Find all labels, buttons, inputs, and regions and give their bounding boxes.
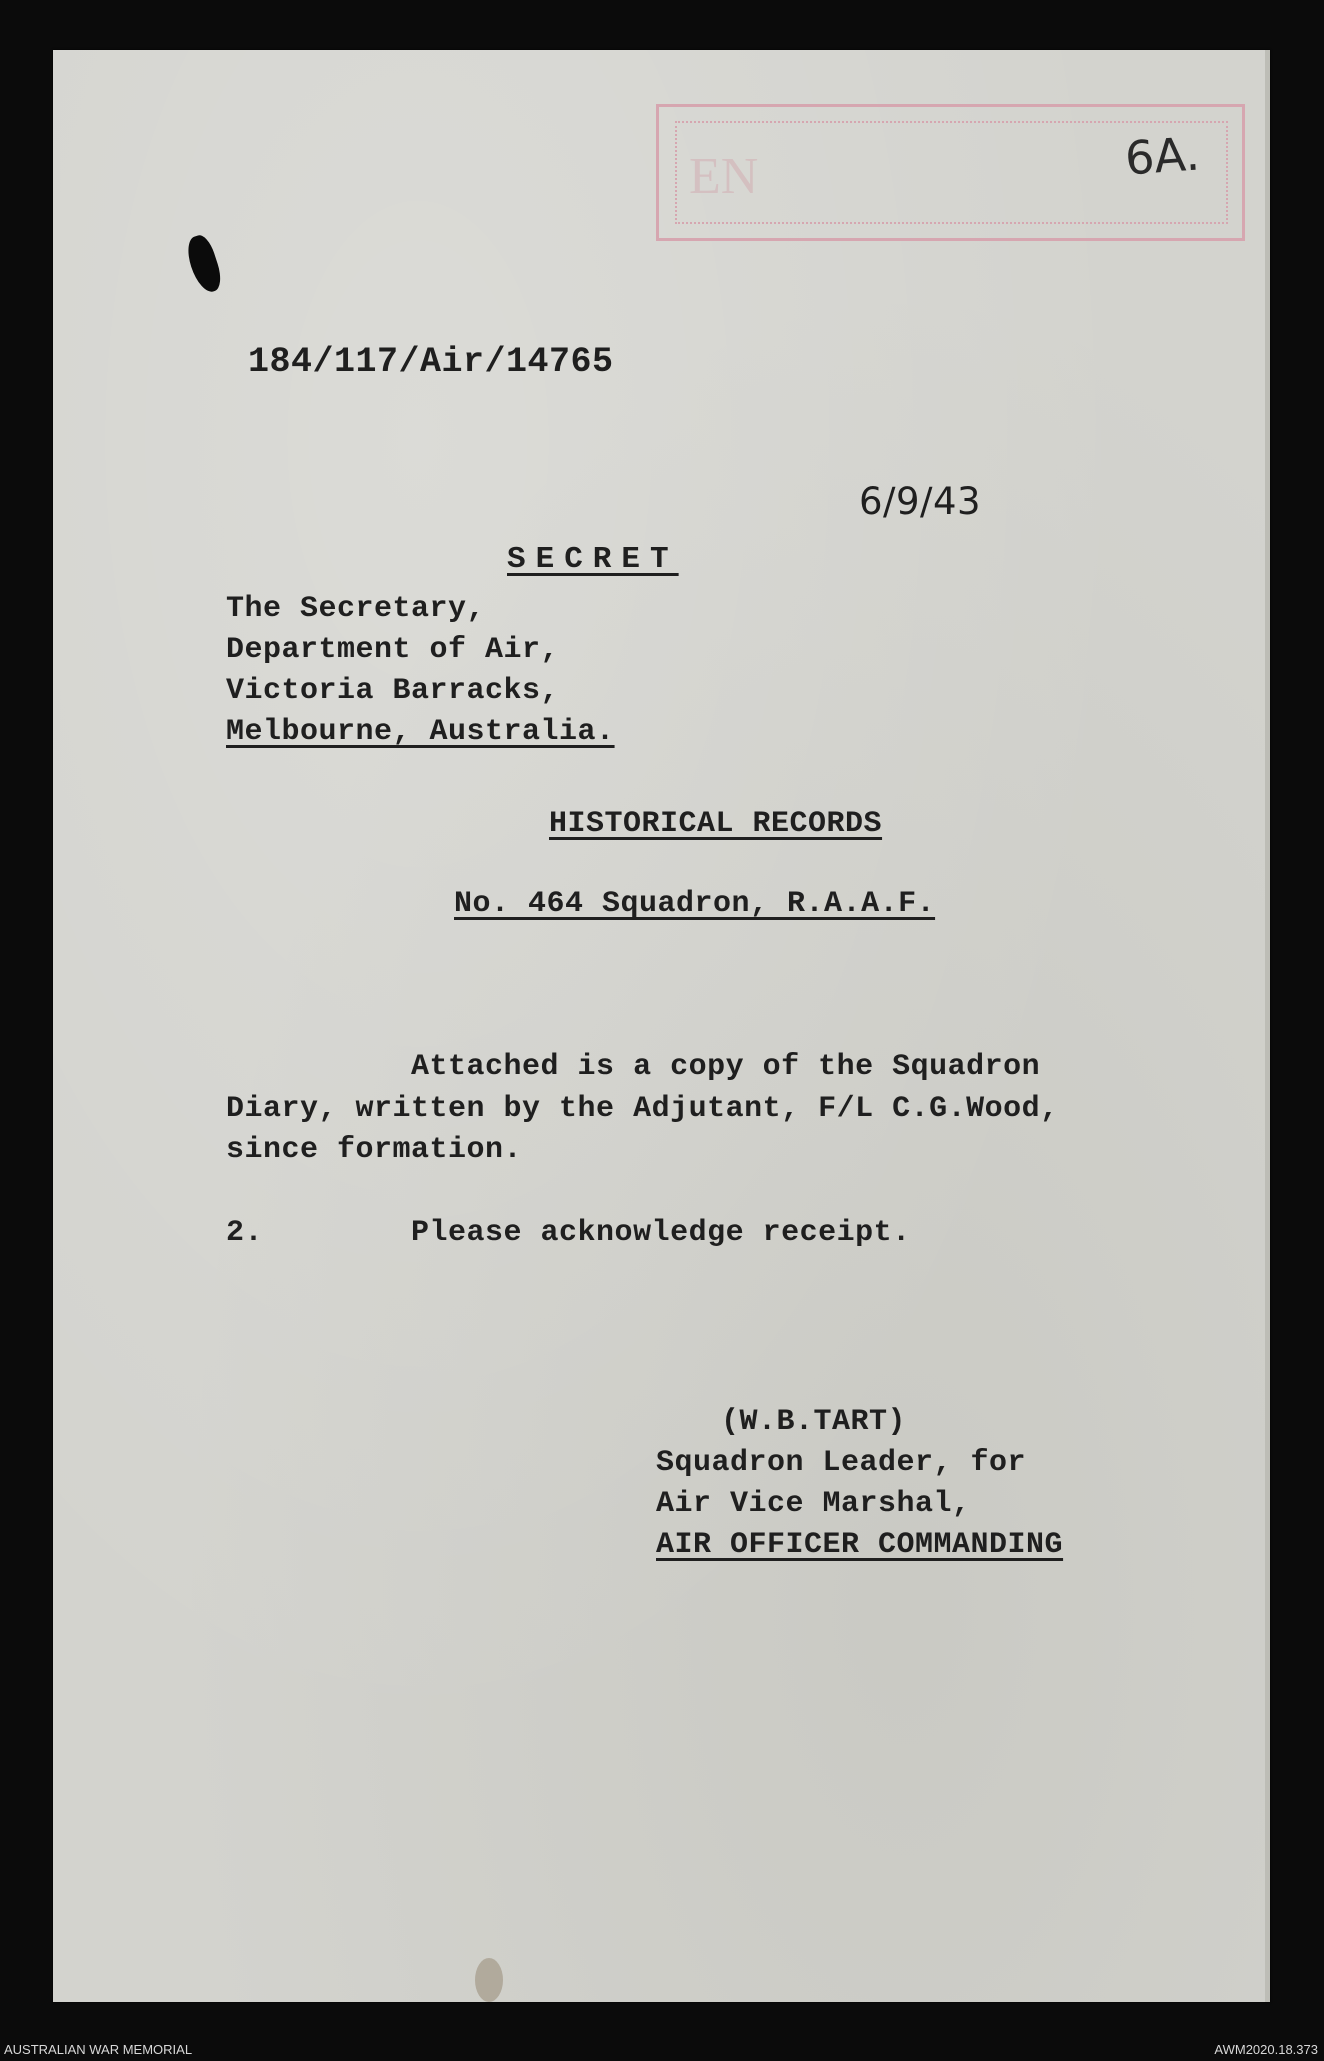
body-line: Diary, written by the Adjutant, F/L C.G.Wood, <box>226 1092 1059 1126</box>
footer-right: AWM2020.18.373 <box>1214 2042 1318 2057</box>
body-line: Attached is a copy of the Squadron <box>226 1050 1041 1084</box>
document-date: 6/9/43 <box>859 480 982 523</box>
addressee-line: Department of Air, <box>226 633 560 667</box>
signatory-line: Squadron Leader, for <box>656 1446 1027 1480</box>
addressee-line: Victoria Barracks, <box>226 674 560 708</box>
stamp-faded-text: EN <box>689 148 759 205</box>
receipt-stamp <box>656 104 1245 241</box>
signatory-line: AIR OFFICER COMMANDING <box>656 1528 1064 1562</box>
classification: SECRET <box>507 542 679 577</box>
addressee-line: The Secretary, <box>226 592 486 626</box>
signatory-name: (W.B.TART) <box>721 1405 907 1439</box>
file-reference: 184/117/Air/14765 <box>248 342 614 382</box>
heading-squadron: No. 464 Squadron, R.A.A.F. <box>454 887 936 921</box>
footer-left: AUSTRALIAN WAR MEMORIAL <box>4 2042 193 2057</box>
sheet-edge <box>1265 50 1270 2002</box>
heading-historical-records: HISTORICAL RECORDS <box>549 807 883 841</box>
folio-number: 6A. <box>1123 126 1202 186</box>
document-sheet <box>53 50 1270 2002</box>
signatory-line: Air Vice Marshal, <box>656 1487 971 1521</box>
paragraph-2: 2. Please acknowledge receipt. <box>226 1216 911 1250</box>
addressee-line: Melbourne, Australia. <box>226 715 615 749</box>
punch-hole <box>183 232 226 295</box>
body-line: since formation. <box>226 1133 523 1167</box>
paper-stain <box>475 1958 503 2002</box>
